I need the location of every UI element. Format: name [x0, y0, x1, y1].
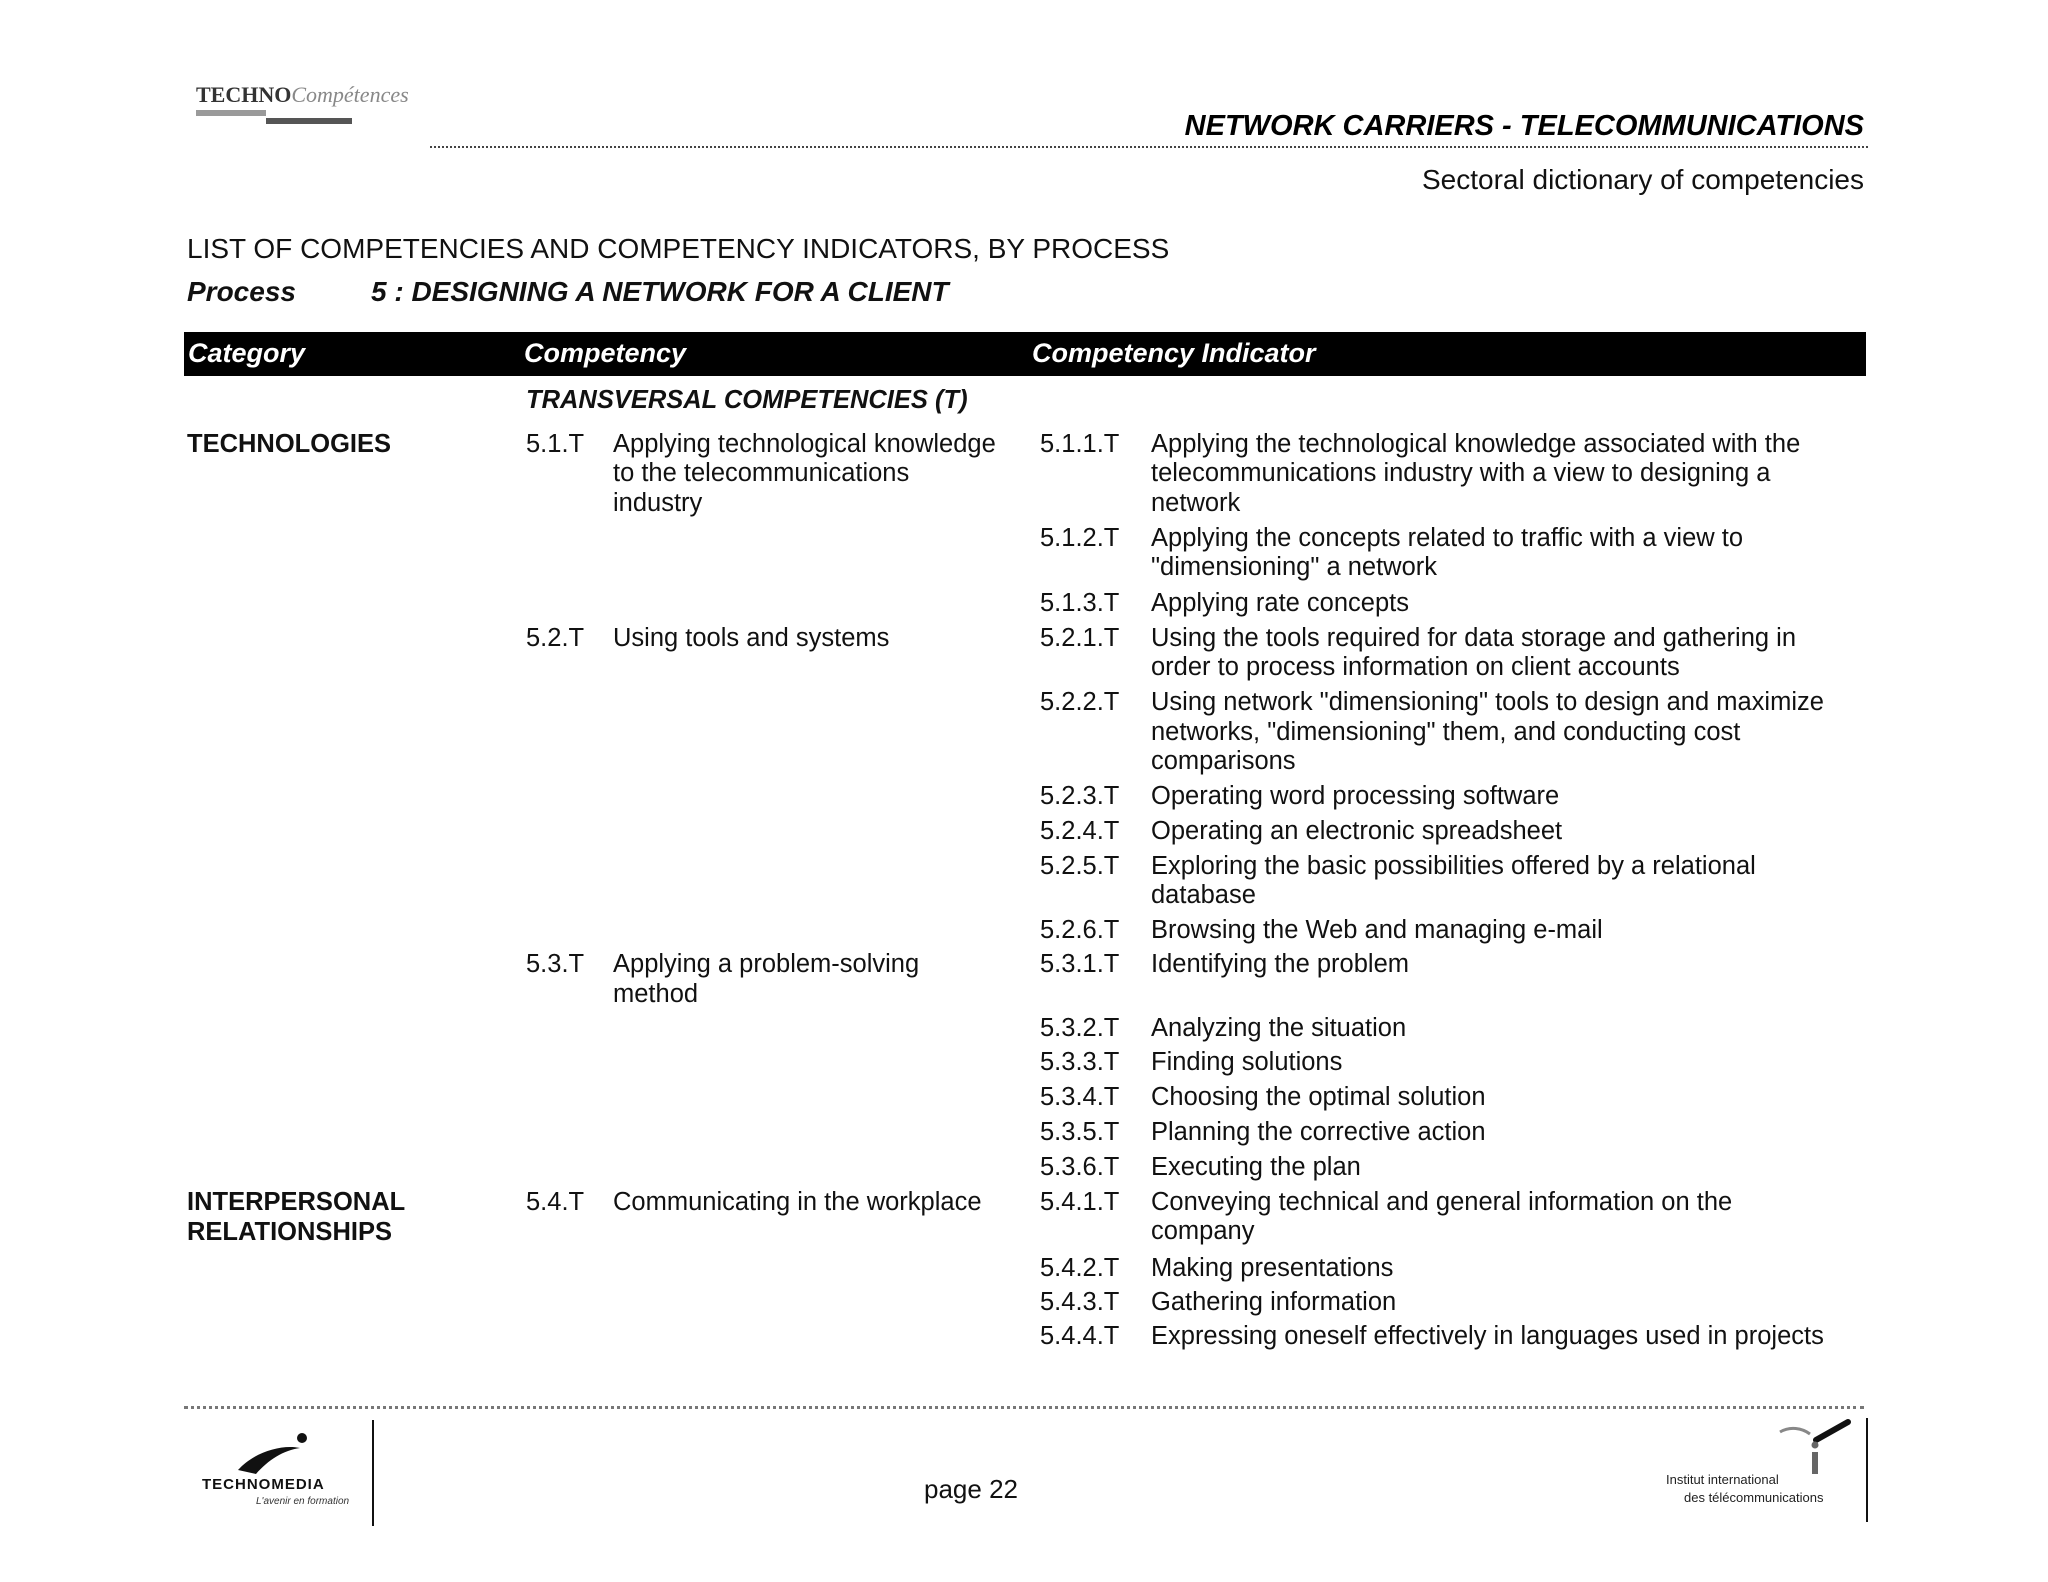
indicator-code: 5.2.2.T — [1040, 688, 1120, 716]
indicator-code: 5.3.1.T — [1040, 950, 1120, 978]
indicator-text: networks, "dimensioning" them, and conducting cost — [1151, 718, 1741, 746]
technomedia-tagline: L'avenir en formation — [256, 1496, 350, 1507]
indicator-text: Conveying technical and general information on the — [1151, 1188, 1733, 1216]
indicator-code: 5.2.4.T — [1040, 817, 1120, 845]
competency-code: 5.2.T — [526, 624, 585, 652]
indicator-text: network — [1151, 489, 1241, 517]
document-subtitle: Sectoral dictionary of competencies — [1422, 164, 1864, 195]
competency-text: to the telecommunications — [613, 459, 910, 487]
indicator-text: Making presentations — [1151, 1254, 1394, 1282]
indicator-code: 5.3.3.T — [1040, 1048, 1120, 1076]
category-technologies: TECHNOLOGIES — [187, 430, 392, 458]
competency-code: 5.1.T — [526, 430, 585, 458]
indicator-text: company — [1151, 1217, 1255, 1245]
logo-bar-light — [196, 110, 266, 116]
technocompetences-logo — [196, 82, 409, 128]
indicator-code: 5.2.5.T — [1040, 852, 1120, 880]
indicator-text: Identifying the problem — [1151, 950, 1409, 978]
table-header — [184, 332, 1866, 376]
process-value: 5 : DESIGNING A NETWORK FOR A CLIENT — [371, 276, 949, 307]
indicator-code: 5.3.4.T — [1040, 1083, 1120, 1111]
indicator-code: 5.2.3.T — [1040, 782, 1120, 810]
indicator-code: 5.4.4.T — [1040, 1322, 1120, 1350]
category-interpersonal: INTERPERSONAL — [187, 1188, 406, 1216]
indicator-code: 5.2.6.T — [1040, 916, 1120, 944]
indicator-text: Browsing the Web and managing e-mail — [1151, 916, 1603, 944]
indicator-text: Operating word processing software — [1151, 782, 1560, 810]
indicator-code: 5.4.1.T — [1040, 1188, 1120, 1216]
footer-divider — [184, 1406, 1864, 1409]
logo-divider — [372, 1420, 374, 1526]
competency-text: Applying technological knowledge — [613, 430, 996, 458]
indicator-text: Executing the plan — [1151, 1153, 1361, 1181]
logo-bar-dark — [266, 118, 352, 124]
logo-divider — [1866, 1418, 1868, 1522]
institut-logo — [1660, 1418, 1880, 1518]
indicator-text: Using the tools required for data storage and gathering in — [1151, 624, 1796, 652]
indicator-text: Applying the concepts related to traffic with a view to — [1151, 524, 1744, 552]
indicator-code: 5.2.1.T — [1040, 624, 1120, 652]
indicator-text: database — [1151, 881, 1256, 909]
indicator-text: Planning the corrective action — [1151, 1118, 1486, 1146]
process-label: Process — [187, 276, 296, 307]
technomedia-name: TECHNOMEDIA — [202, 1476, 325, 1493]
competency-code: 5.3.T — [526, 950, 585, 978]
logo-bold-text: TECHNO — [196, 82, 292, 107]
competency-text: Applying a problem-solving — [613, 950, 920, 978]
indicator-text: order to process information on client accounts — [1151, 653, 1680, 681]
page-number: page 22 — [924, 1474, 1018, 1504]
header-divider — [430, 146, 1868, 148]
swoosh-icon — [234, 1430, 314, 1478]
institut-name-line2: des télécommunications — [1684, 1490, 1824, 1505]
indicator-text: Applying rate concepts — [1151, 589, 1409, 617]
indicator-text: Using network "dimensioning" tools to design and maximize — [1151, 688, 1824, 716]
document-title: NETWORK CARRIERS - TELECOMMUNICATIONS — [1184, 110, 1864, 142]
indicator-code: 5.4.3.T — [1040, 1288, 1120, 1316]
indicator-text: Expressing oneself effectively in languages used in projects — [1151, 1322, 1824, 1350]
process-heading — [187, 276, 949, 308]
category-relationships: RELATIONSHIPS — [187, 1218, 392, 1246]
column-header-indicator: Competency Indicator — [1032, 338, 1316, 368]
indicator-text: comparisons — [1151, 747, 1296, 775]
institut-name-line1: Institut international — [1666, 1472, 1779, 1487]
competency-text: industry — [613, 489, 703, 517]
institut-mark-icon — [1776, 1418, 1856, 1478]
technomedia-logo — [196, 1420, 374, 1520]
indicator-text: Analyzing the situation — [1151, 1014, 1407, 1042]
indicator-code: 5.4.2.T — [1040, 1254, 1120, 1282]
section-title: TRANSVERSAL COMPETENCIES (T) — [526, 386, 968, 414]
competency-text: Communicating in the workplace — [613, 1188, 982, 1216]
list-title: LIST OF COMPETENCIES AND COMPETENCY INDICATORS, BY PROCESS — [187, 233, 1170, 264]
indicator-text: Operating an electronic spreadsheet — [1151, 817, 1563, 845]
indicator-text: "dimensioning" a network — [1151, 553, 1438, 581]
indicator-text: Gathering information — [1151, 1288, 1397, 1316]
competency-text: method — [613, 980, 699, 1008]
column-header-competency: Competency — [524, 338, 687, 368]
indicator-text: Choosing the optimal solution — [1151, 1083, 1486, 1111]
indicator-code: 5.3.5.T — [1040, 1118, 1120, 1146]
indicator-text: Exploring the basic possibilities offered by a relational — [1151, 852, 1756, 880]
indicator-text: Finding solutions — [1151, 1048, 1343, 1076]
column-header-category: Category — [188, 338, 306, 368]
indicator-text: Applying the technological knowledge associated with the — [1151, 430, 1801, 458]
indicator-text: telecommunications industry with a view to designing a — [1151, 459, 1771, 487]
indicator-code: 5.3.6.T — [1040, 1153, 1120, 1181]
indicator-code: 5.3.2.T — [1040, 1014, 1120, 1042]
indicator-code: 5.1.2.T — [1040, 524, 1120, 552]
indicator-code: 5.1.3.T — [1040, 589, 1120, 617]
competency-code: 5.4.T — [526, 1188, 585, 1216]
logo-italic-text: Compétences — [291, 82, 409, 107]
indicator-code: 5.1.1.T — [1040, 430, 1120, 458]
competency-text: Using tools and systems — [613, 624, 890, 652]
